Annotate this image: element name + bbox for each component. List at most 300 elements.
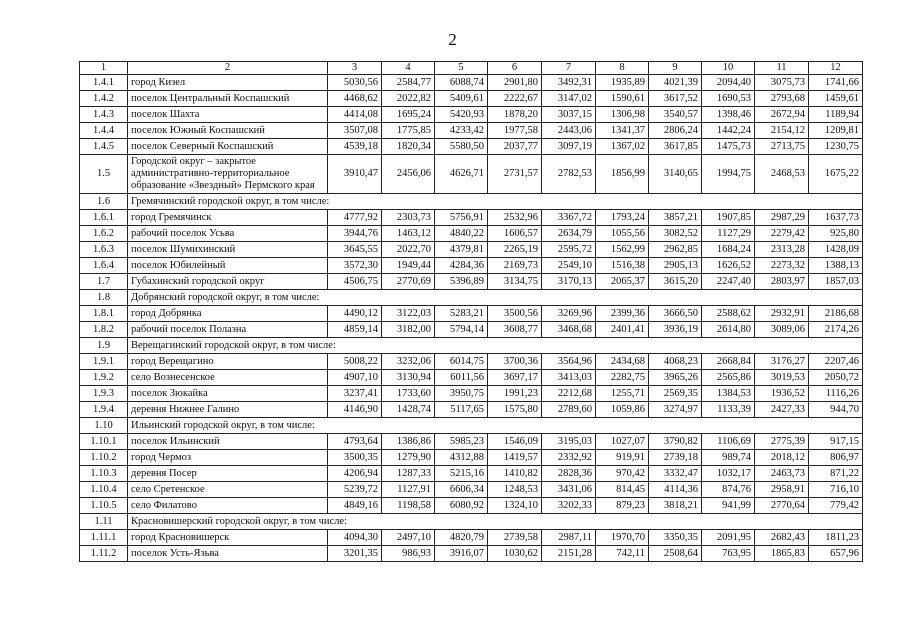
value-cell: 3232,06 <box>382 354 435 370</box>
value-cell: 2091,95 <box>702 530 755 546</box>
value-cell: 5239,72 <box>328 482 382 498</box>
value-cell: 2672,94 <box>755 107 809 123</box>
row-code: 1.4.5 <box>80 139 128 155</box>
value-cell: 1991,23 <box>488 386 542 402</box>
value-cell: 1055,56 <box>596 226 649 242</box>
value-cell: 2018,12 <box>755 450 809 466</box>
value-cell: 1106,69 <box>702 434 755 450</box>
value-cell: 2770,69 <box>382 274 435 290</box>
value-cell: 3572,30 <box>328 258 382 274</box>
value-cell: 1856,99 <box>596 155 649 194</box>
table-row <box>80 482 863 498</box>
value-cell: 2958,91 <box>755 482 809 498</box>
column-header: 10 <box>702 62 755 75</box>
value-cell: 3468,68 <box>542 322 596 338</box>
value-cell: 716,10 <box>809 482 863 498</box>
column-header: 5 <box>435 62 488 75</box>
value-cell: 2022,82 <box>382 91 435 107</box>
value-cell: 2532,96 <box>488 210 542 226</box>
value-cell: 1116,26 <box>809 386 863 402</box>
row-name: село Сретенское <box>128 482 328 498</box>
value-cell: 3082,52 <box>649 226 702 242</box>
row-code: 1.10.5 <box>80 498 128 514</box>
value-cell: 3130,94 <box>382 370 435 386</box>
value-cell: 1590,61 <box>596 91 649 107</box>
value-cell: 3857,21 <box>649 210 702 226</box>
value-cell: 6080,92 <box>435 498 488 514</box>
value-cell: 1575,80 <box>488 402 542 418</box>
value-cell: 1279,90 <box>382 450 435 466</box>
column-header: 9 <box>649 62 702 75</box>
value-cell: 3019,53 <box>755 370 809 386</box>
row-name: село Филатово <box>128 498 328 514</box>
value-cell: 1675,22 <box>809 155 863 194</box>
value-cell: 1032,17 <box>702 466 755 482</box>
value-cell: 6088,74 <box>435 75 488 91</box>
column-header: 11 <box>755 62 809 75</box>
value-cell: 3122,03 <box>382 306 435 322</box>
value-cell: 1030,62 <box>488 546 542 562</box>
value-cell: 2775,39 <box>755 434 809 450</box>
table-row <box>80 370 863 386</box>
row-code: 1.11.2 <box>80 546 128 562</box>
row-code: 1.8.1 <box>80 306 128 322</box>
value-cell: 5283,21 <box>435 306 488 322</box>
row-code: 1.10.4 <box>80 482 128 498</box>
value-cell: 3176,27 <box>755 354 809 370</box>
value-cell: 3350,35 <box>649 530 702 546</box>
value-cell: 1935,89 <box>596 75 649 91</box>
row-name: город Добрянка <box>128 306 328 322</box>
value-cell: 3608,77 <box>488 322 542 338</box>
value-cell: 4859,14 <box>328 322 382 338</box>
row-name: поселок Центральный Коспашский <box>128 91 328 107</box>
value-cell: 1793,24 <box>596 210 649 226</box>
value-cell: 1428,74 <box>382 402 435 418</box>
row-name: село Вознесенское <box>128 370 328 386</box>
value-cell: 1516,38 <box>596 258 649 274</box>
value-cell: 1248,53 <box>488 482 542 498</box>
value-cell: 1027,07 <box>596 434 649 450</box>
value-cell: 1857,03 <box>809 274 863 290</box>
value-cell: 2793,68 <box>755 91 809 107</box>
value-cell: 1775,85 <box>382 123 435 139</box>
value-cell: 3089,06 <box>755 322 809 338</box>
value-cell: 2468,53 <box>755 155 809 194</box>
section-row <box>80 514 863 530</box>
value-cell: 3666,50 <box>649 306 702 322</box>
column-header: 2 <box>128 62 328 75</box>
value-cell: 4094,30 <box>328 530 382 546</box>
value-cell: 4490,12 <box>328 306 382 322</box>
value-cell: 4284,36 <box>435 258 488 274</box>
table-row <box>80 306 863 322</box>
value-cell: 3201,35 <box>328 546 382 562</box>
value-cell: 2154,12 <box>755 123 809 139</box>
table-row <box>80 155 863 194</box>
value-cell: 3965,26 <box>649 370 702 386</box>
value-cell: 3202,33 <box>542 498 596 514</box>
value-cell: 1255,71 <box>596 386 649 402</box>
value-cell: 2265,19 <box>488 242 542 258</box>
value-cell: 2962,85 <box>649 242 702 258</box>
table-row <box>80 354 863 370</box>
row-name: город Гремячинск <box>128 210 328 226</box>
column-header: 7 <box>542 62 596 75</box>
value-cell: 1970,70 <box>596 530 649 546</box>
row-name: Верещагинский городской округ, в том числе: <box>128 338 863 354</box>
table-row <box>80 402 863 418</box>
value-cell: 2151,28 <box>542 546 596 562</box>
value-cell: 3950,75 <box>435 386 488 402</box>
row-code: 1.9.4 <box>80 402 128 418</box>
value-cell: 5030,56 <box>328 75 382 91</box>
value-cell: 1209,81 <box>809 123 863 139</box>
value-cell: 4206,94 <box>328 466 382 482</box>
value-cell: 2508,64 <box>649 546 702 562</box>
value-cell: 2174,26 <box>809 322 863 338</box>
row-name: поселок Зюкайка <box>128 386 328 402</box>
value-cell: 2770,64 <box>755 498 809 514</box>
value-cell: 4146,90 <box>328 402 382 418</box>
value-cell: 3413,03 <box>542 370 596 386</box>
value-cell: 1463,12 <box>382 226 435 242</box>
value-cell: 1865,83 <box>755 546 809 562</box>
value-cell: 1626,52 <box>702 258 755 274</box>
row-name: рабочий поселок Полазна <box>128 322 328 338</box>
value-cell: 944,70 <box>809 402 863 418</box>
row-code: 1.8.2 <box>80 322 128 338</box>
value-cell: 1386,86 <box>382 434 435 450</box>
value-cell: 3697,17 <box>488 370 542 386</box>
value-cell: 742,11 <box>596 546 649 562</box>
value-cell: 2463,73 <box>755 466 809 482</box>
row-name: Добрянский городской округ, в том числе: <box>128 290 863 306</box>
table-row <box>80 546 863 562</box>
value-cell: 874,76 <box>702 482 755 498</box>
value-cell: 1936,52 <box>755 386 809 402</box>
value-cell: 6606,34 <box>435 482 488 498</box>
value-cell: 2279,42 <box>755 226 809 242</box>
value-cell: 1306,98 <box>596 107 649 123</box>
value-cell: 2803,97 <box>755 274 809 290</box>
value-cell: 2739,18 <box>649 450 702 466</box>
value-cell: 2565,86 <box>702 370 755 386</box>
table-row <box>80 530 863 546</box>
value-cell: 2731,57 <box>488 155 542 194</box>
row-code: 1.8 <box>80 290 128 306</box>
value-cell: 1230,75 <box>809 139 863 155</box>
value-cell: 1428,09 <box>809 242 863 258</box>
value-cell: 919,91 <box>596 450 649 466</box>
table-row <box>80 434 863 450</box>
value-cell: 2313,28 <box>755 242 809 258</box>
row-code: 1.9 <box>80 338 128 354</box>
value-cell: 941,99 <box>702 498 755 514</box>
value-cell: 2282,75 <box>596 370 649 386</box>
value-cell: 1127,91 <box>382 482 435 498</box>
value-cell: 1324,10 <box>488 498 542 514</box>
value-cell: 779,42 <box>809 498 863 514</box>
value-cell: 2739,58 <box>488 530 542 546</box>
value-cell: 4840,22 <box>435 226 488 242</box>
value-cell: 3170,13 <box>542 274 596 290</box>
value-cell: 1733,60 <box>382 386 435 402</box>
value-cell: 2222,67 <box>488 91 542 107</box>
row-name: деревня Нижнее Галино <box>128 402 328 418</box>
row-name: поселок Шумихинский <box>128 242 328 258</box>
row-code: 1.4.3 <box>80 107 128 123</box>
row-code: 1.9.1 <box>80 354 128 370</box>
value-cell: 2782,53 <box>542 155 596 194</box>
row-code: 1.10 <box>80 418 128 434</box>
row-name: город Чермоз <box>128 450 328 466</box>
table-row <box>80 466 863 482</box>
table-row <box>80 322 863 338</box>
value-cell: 986,93 <box>382 546 435 562</box>
value-cell: 2668,84 <box>702 354 755 370</box>
value-cell: 1459,61 <box>809 91 863 107</box>
row-code: 1.4.1 <box>80 75 128 91</box>
value-cell: 2443,06 <box>542 123 596 139</box>
value-cell: 5985,23 <box>435 434 488 450</box>
value-cell: 989,74 <box>702 450 755 466</box>
table-row <box>80 123 863 139</box>
section-row <box>80 338 863 354</box>
value-cell: 1388,13 <box>809 258 863 274</box>
value-cell: 4506,75 <box>328 274 382 290</box>
row-code: 1.5 <box>80 155 128 194</box>
row-name: поселок Шахта <box>128 107 328 123</box>
value-cell: 814,45 <box>596 482 649 498</box>
section-row <box>80 418 863 434</box>
value-cell: 5794,14 <box>435 322 488 338</box>
value-cell: 1442,24 <box>702 123 755 139</box>
value-cell: 4539,18 <box>328 139 382 155</box>
value-cell: 2614,80 <box>702 322 755 338</box>
row-code: 1.9.3 <box>80 386 128 402</box>
value-cell: 3818,21 <box>649 498 702 514</box>
row-code: 1.6.2 <box>80 226 128 242</box>
table-row <box>80 242 863 258</box>
row-name: Городской округ – закрытое административно-территориальное образование «Звездный» Пермского края <box>128 155 328 194</box>
value-cell: 1907,85 <box>702 210 755 226</box>
column-header: 3 <box>328 62 382 75</box>
value-cell: 2682,43 <box>755 530 809 546</box>
value-cell: 3097,19 <box>542 139 596 155</box>
row-code: 1.7 <box>80 274 128 290</box>
value-cell: 1690,53 <box>702 91 755 107</box>
value-cell: 1994,75 <box>702 155 755 194</box>
value-cell: 2549,10 <box>542 258 596 274</box>
value-cell: 6014,75 <box>435 354 488 370</box>
value-cell: 3147,02 <box>542 91 596 107</box>
value-cell: 3195,03 <box>542 434 596 450</box>
value-cell: 4468,62 <box>328 91 382 107</box>
row-name: деревня Посер <box>128 466 328 482</box>
row-code: 1.6.3 <box>80 242 128 258</box>
value-cell: 3492,31 <box>542 75 596 91</box>
value-cell: 2022,70 <box>382 242 435 258</box>
row-code: 1.6.4 <box>80 258 128 274</box>
value-cell: 3645,55 <box>328 242 382 258</box>
value-cell: 5580,50 <box>435 139 488 155</box>
row-code: 1.11 <box>80 514 128 530</box>
row-code: 1.10.2 <box>80 450 128 466</box>
value-cell: 1684,24 <box>702 242 755 258</box>
table-row <box>80 226 863 242</box>
value-cell: 2186,68 <box>809 306 863 322</box>
table-row <box>80 450 863 466</box>
value-cell: 2789,60 <box>542 402 596 418</box>
row-name: город Верещагино <box>128 354 328 370</box>
value-cell: 3140,65 <box>649 155 702 194</box>
value-cell: 4626,71 <box>435 155 488 194</box>
table-row <box>80 107 863 123</box>
value-cell: 3274,97 <box>649 402 702 418</box>
value-cell: 3075,73 <box>755 75 809 91</box>
value-cell: 2212,68 <box>542 386 596 402</box>
row-code: 1.4.4 <box>80 123 128 139</box>
value-cell: 2905,13 <box>649 258 702 274</box>
value-cell: 1878,20 <box>488 107 542 123</box>
value-cell: 2050,72 <box>809 370 863 386</box>
value-cell: 2987,29 <box>755 210 809 226</box>
value-cell: 3182,00 <box>382 322 435 338</box>
value-cell: 4414,08 <box>328 107 382 123</box>
row-name: город Кизел <box>128 75 328 91</box>
value-cell: 2303,73 <box>382 210 435 226</box>
value-cell: 1546,09 <box>488 434 542 450</box>
value-cell: 2588,62 <box>702 306 755 322</box>
row-code: 1.10.3 <box>80 466 128 482</box>
row-name: Гремячинский городской округ, в том числе: <box>128 194 863 210</box>
value-cell: 3237,41 <box>328 386 382 402</box>
row-name: Ильинский городской округ, в том числе: <box>128 418 863 434</box>
value-cell: 6011,56 <box>435 370 488 386</box>
value-cell: 2595,72 <box>542 242 596 258</box>
value-cell: 4793,64 <box>328 434 382 450</box>
value-cell: 5215,16 <box>435 466 488 482</box>
table-row <box>80 258 863 274</box>
value-cell: 1741,66 <box>809 75 863 91</box>
value-cell: 879,23 <box>596 498 649 514</box>
value-cell: 3269,96 <box>542 306 596 322</box>
section-row <box>80 194 863 210</box>
table-row <box>80 498 863 514</box>
value-cell: 2401,41 <box>596 322 649 338</box>
value-cell: 2169,73 <box>488 258 542 274</box>
value-cell: 5008,22 <box>328 354 382 370</box>
value-cell: 1198,58 <box>382 498 435 514</box>
value-cell: 1637,73 <box>809 210 863 226</box>
value-cell: 763,95 <box>702 546 755 562</box>
row-code: 1.4.2 <box>80 91 128 107</box>
value-cell: 1341,37 <box>596 123 649 139</box>
value-cell: 1367,02 <box>596 139 649 155</box>
column-header: 4 <box>382 62 435 75</box>
value-cell: 3910,47 <box>328 155 382 194</box>
value-cell: 806,97 <box>809 450 863 466</box>
value-cell: 657,96 <box>809 546 863 562</box>
value-cell: 5117,65 <box>435 402 488 418</box>
value-cell: 5756,91 <box>435 210 488 226</box>
value-cell: 2497,10 <box>382 530 435 546</box>
value-cell: 1410,82 <box>488 466 542 482</box>
row-name: поселок Усть-Язьва <box>128 546 328 562</box>
value-cell: 3367,72 <box>542 210 596 226</box>
row-code: 1.10.1 <box>80 434 128 450</box>
value-cell: 2332,92 <box>542 450 596 466</box>
value-cell: 3790,82 <box>649 434 702 450</box>
value-cell: 2399,36 <box>596 306 649 322</box>
value-cell: 4114,36 <box>649 482 702 498</box>
value-cell: 3507,08 <box>328 123 382 139</box>
value-cell: 4820,79 <box>435 530 488 546</box>
value-cell: 3615,20 <box>649 274 702 290</box>
value-cell: 3500,35 <box>328 450 382 466</box>
value-cell: 1059,86 <box>596 402 649 418</box>
table-row <box>80 386 863 402</box>
value-cell: 4379,81 <box>435 242 488 258</box>
row-name: город Красновишерск <box>128 530 328 546</box>
value-cell: 4849,16 <box>328 498 382 514</box>
value-cell: 1695,24 <box>382 107 435 123</box>
value-cell: 4021,39 <box>649 75 702 91</box>
value-cell: 2584,77 <box>382 75 435 91</box>
header-row <box>80 62 863 75</box>
value-cell: 3617,85 <box>649 139 702 155</box>
value-cell: 2094,40 <box>702 75 755 91</box>
value-cell: 3936,19 <box>649 322 702 338</box>
page-number: 2 <box>448 30 457 49</box>
column-header: 1 <box>80 62 128 75</box>
value-cell: 3916,07 <box>435 546 488 562</box>
value-cell: 871,22 <box>809 466 863 482</box>
value-cell: 925,80 <box>809 226 863 242</box>
value-cell: 2901,80 <box>488 75 542 91</box>
value-cell: 3037,15 <box>542 107 596 123</box>
value-cell: 2065,37 <box>596 274 649 290</box>
row-name: поселок Ильинский <box>128 434 328 450</box>
value-cell: 3500,56 <box>488 306 542 322</box>
table-row <box>80 274 863 290</box>
value-cell: 1562,99 <box>596 242 649 258</box>
row-name: поселок Северный Коспашский <box>128 139 328 155</box>
value-cell: 2456,06 <box>382 155 435 194</box>
value-cell: 1189,94 <box>809 107 863 123</box>
row-code: 1.9.2 <box>80 370 128 386</box>
value-cell: 4233,42 <box>435 123 488 139</box>
value-cell: 4907,10 <box>328 370 382 386</box>
value-cell: 2037,77 <box>488 139 542 155</box>
value-cell: 1811,23 <box>809 530 863 546</box>
value-cell: 1133,39 <box>702 402 755 418</box>
row-name: Красновишерский городской округ, в том числе: <box>128 514 863 530</box>
tariff-table <box>79 61 863 562</box>
value-cell: 5409,61 <box>435 91 488 107</box>
value-cell: 2634,79 <box>542 226 596 242</box>
value-cell: 4068,23 <box>649 354 702 370</box>
value-cell: 2806,24 <box>649 123 702 139</box>
value-cell: 3134,75 <box>488 274 542 290</box>
value-cell: 3564,96 <box>542 354 596 370</box>
row-name: поселок Юбилейный <box>128 258 328 274</box>
value-cell: 2427,33 <box>755 402 809 418</box>
value-cell: 2247,40 <box>702 274 755 290</box>
row-code: 1.11.1 <box>80 530 128 546</box>
value-cell: 1820,34 <box>382 139 435 155</box>
